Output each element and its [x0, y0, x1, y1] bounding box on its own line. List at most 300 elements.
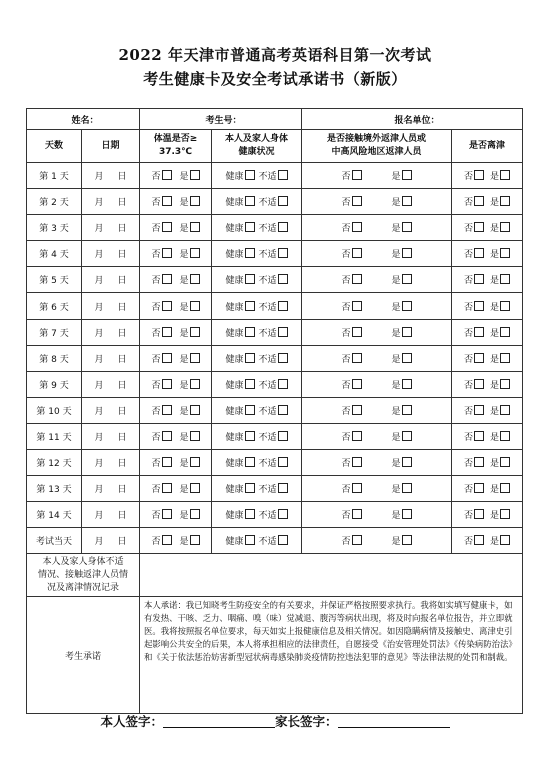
- temp-no-option[interactable]: 否: [152, 273, 172, 286]
- checkbox-icon[interactable]: [352, 509, 362, 519]
- healthy-option[interactable]: 健康: [226, 352, 255, 365]
- temp-no-option[interactable]: 否: [152, 326, 172, 339]
- healthy-option[interactable]: 健康: [226, 273, 255, 286]
- contact-no-option[interactable]: 否: [342, 534, 362, 547]
- temperature-cell: [140, 215, 212, 241]
- checkbox-icon[interactable]: [190, 405, 200, 415]
- leave-no-option[interactable]: 否: [464, 326, 484, 339]
- checkbox-icon[interactable]: [402, 431, 412, 441]
- contact-no-option[interactable]: 否: [342, 378, 362, 391]
- checkbox-icon[interactable]: [402, 535, 412, 545]
- contact-no-option[interactable]: 否: [342, 195, 362, 208]
- contact-no-option[interactable]: 否: [342, 404, 362, 417]
- checkbox-icon[interactable]: [474, 170, 484, 180]
- leave-yes-option[interactable]: 是: [490, 169, 510, 182]
- contact-yes-option[interactable]: 是: [392, 430, 412, 443]
- contact-no-option[interactable]: 否: [342, 482, 362, 495]
- checkbox-icon[interactable]: [474, 274, 484, 284]
- temp-no-option[interactable]: 否: [152, 300, 172, 313]
- checkbox-icon[interactable]: [500, 405, 510, 415]
- healthy-option[interactable]: 健康: [226, 404, 255, 417]
- checkbox-icon[interactable]: [162, 170, 172, 180]
- leave-cell: [452, 397, 523, 423]
- leave-no-option[interactable]: 否: [464, 430, 484, 443]
- temp-yes-option[interactable]: 是: [180, 326, 200, 339]
- checkbox-icon[interactable]: [278, 196, 288, 206]
- temp-yes-option[interactable]: 是: [180, 508, 200, 521]
- checkbox-icon[interactable]: [352, 405, 362, 415]
- healthy-option[interactable]: 健康: [226, 247, 255, 260]
- checkbox-icon[interactable]: [278, 457, 288, 467]
- contact-cell: [302, 450, 452, 476]
- leave-cell: [452, 345, 523, 371]
- leave-yes-option[interactable]: 是: [490, 404, 510, 417]
- healthy-option[interactable]: 健康: [226, 169, 255, 182]
- checkbox-icon[interactable]: [278, 301, 288, 311]
- unwell-option[interactable]: 不适: [259, 508, 288, 521]
- checkbox-icon[interactable]: [500, 222, 510, 232]
- contact-yes-option[interactable]: 是: [392, 300, 412, 313]
- temp-no-option[interactable]: 否: [152, 169, 172, 182]
- unwell-option[interactable]: 不适: [259, 247, 288, 260]
- healthy-option[interactable]: 健康: [226, 300, 255, 313]
- day-label: 考试当天: [27, 528, 82, 554]
- leave-yes-option[interactable]: 是: [490, 482, 510, 495]
- contact-yes-option[interactable]: 是: [392, 534, 412, 547]
- checkbox-icon[interactable]: [278, 431, 288, 441]
- checkbox-icon[interactable]: [474, 535, 484, 545]
- checkbox-icon[interactable]: [402, 170, 412, 180]
- table-row: [27, 163, 523, 189]
- checkbox-icon[interactable]: [474, 379, 484, 389]
- checkbox-icon[interactable]: [162, 274, 172, 284]
- temp-yes-option[interactable]: 是: [180, 378, 200, 391]
- checkbox-icon[interactable]: [500, 248, 510, 258]
- unwell-option[interactable]: 不适: [259, 456, 288, 469]
- checkbox-icon[interactable]: [162, 483, 172, 493]
- leave-yes-option[interactable]: 是: [490, 326, 510, 339]
- unwell-option[interactable]: 不适: [259, 404, 288, 417]
- checkbox-icon[interactable]: [402, 274, 412, 284]
- temp-yes-option[interactable]: 是: [180, 195, 200, 208]
- checkbox-icon[interactable]: [500, 431, 510, 441]
- date-cell[interactable]: 月 日: [82, 423, 140, 449]
- date-cell[interactable]: 月 日: [82, 319, 140, 345]
- leave-cell: [452, 423, 523, 449]
- name-label: 姓名：: [71, 115, 99, 126]
- unwell-option[interactable]: 不适: [259, 221, 288, 234]
- checkbox-icon[interactable]: [245, 248, 255, 258]
- date-cell[interactable]: 月 日: [82, 450, 140, 476]
- checkbox-icon[interactable]: [162, 301, 172, 311]
- contact-no-option[interactable]: 否: [342, 221, 362, 234]
- checkbox-icon[interactable]: [245, 170, 255, 180]
- contact-yes-option[interactable]: 是: [392, 378, 412, 391]
- healthy-option[interactable]: 健康: [226, 456, 255, 469]
- checkbox-icon[interactable]: [402, 196, 412, 206]
- checkbox-icon[interactable]: [162, 196, 172, 206]
- checkbox-icon[interactable]: [278, 535, 288, 545]
- date-cell[interactable]: 月 日: [82, 345, 140, 371]
- checkbox-icon[interactable]: [190, 301, 200, 311]
- checkbox-icon[interactable]: [278, 170, 288, 180]
- checkbox-icon[interactable]: [402, 379, 412, 389]
- contact-no-option[interactable]: 否: [342, 300, 362, 313]
- self-signature-line[interactable]: [163, 715, 275, 728]
- checkbox-icon[interactable]: [500, 353, 510, 363]
- temp-no-option[interactable]: 否: [152, 534, 172, 547]
- leave-yes-option[interactable]: 是: [490, 534, 510, 547]
- temp-yes-option[interactable]: 是: [180, 169, 200, 182]
- header-day: 天数: [27, 130, 82, 163]
- checkbox-icon[interactable]: [402, 483, 412, 493]
- leave-cell: [452, 502, 523, 528]
- checkbox-icon[interactable]: [474, 301, 484, 311]
- checkbox-icon[interactable]: [245, 196, 255, 206]
- checkbox-icon[interactable]: [402, 248, 412, 258]
- unwell-option[interactable]: 不适: [259, 482, 288, 495]
- checkbox-icon[interactable]: [245, 509, 255, 519]
- checkbox-icon[interactable]: [352, 248, 362, 258]
- checkbox-icon[interactable]: [190, 509, 200, 519]
- checkbox-icon[interactable]: [352, 301, 362, 311]
- checkbox-icon[interactable]: [352, 327, 362, 337]
- checkbox-icon[interactable]: [500, 196, 510, 206]
- leave-no-option[interactable]: 否: [464, 482, 484, 495]
- checkbox-icon[interactable]: [190, 222, 200, 232]
- checkbox-icon[interactable]: [500, 274, 510, 284]
- checkbox-icon[interactable]: [474, 248, 484, 258]
- checkbox-icon[interactable]: [278, 353, 288, 363]
- unwell-option[interactable]: 不适: [259, 534, 288, 547]
- date-cell[interactable]: 月 日: [82, 215, 140, 241]
- checkbox-icon[interactable]: [474, 509, 484, 519]
- leave-no-option[interactable]: 否: [464, 195, 484, 208]
- unwell-option[interactable]: 不适: [259, 352, 288, 365]
- checkbox-icon[interactable]: [474, 196, 484, 206]
- checkbox-icon[interactable]: [474, 222, 484, 232]
- checkbox-icon[interactable]: [352, 274, 362, 284]
- temp-no-option[interactable]: 否: [152, 508, 172, 521]
- checkbox-icon[interactable]: [402, 457, 412, 467]
- contact-yes-option[interactable]: 是: [392, 169, 412, 182]
- parent-signature-line[interactable]: [338, 715, 450, 728]
- contact-yes-option[interactable]: 是: [392, 247, 412, 260]
- checkbox-icon[interactable]: [352, 222, 362, 232]
- date-cell[interactable]: 月 日: [82, 241, 140, 267]
- leave-cell: [452, 267, 523, 293]
- leave-no-option[interactable]: 否: [464, 221, 484, 234]
- temp-yes-option[interactable]: 是: [180, 352, 200, 365]
- leave-no-option[interactable]: 否: [464, 247, 484, 260]
- checkbox-icon[interactable]: [500, 509, 510, 519]
- checkbox-icon[interactable]: [190, 535, 200, 545]
- temperature-cell: [140, 189, 212, 215]
- temp-no-option[interactable]: 否: [152, 352, 172, 365]
- healthy-option[interactable]: 健康: [226, 195, 255, 208]
- leave-no-option[interactable]: 否: [464, 534, 484, 547]
- checkbox-icon[interactable]: [500, 535, 510, 545]
- contact-cell: [302, 476, 452, 502]
- contact-yes-option[interactable]: 是: [392, 273, 412, 286]
- contact-yes-option[interactable]: 是: [392, 221, 412, 234]
- leave-yes-option[interactable]: 是: [490, 195, 510, 208]
- temp-no-option[interactable]: 否: [152, 482, 172, 495]
- temp-yes-option[interactable]: 是: [180, 482, 200, 495]
- temp-yes-option[interactable]: 是: [180, 300, 200, 313]
- contact-no-option[interactable]: 否: [342, 273, 362, 286]
- checkbox-icon[interactable]: [474, 353, 484, 363]
- unwell-option[interactable]: 不适: [259, 326, 288, 339]
- date-cell[interactable]: 月 日: [82, 397, 140, 423]
- checkbox-icon[interactable]: [352, 535, 362, 545]
- contact-yes-option[interactable]: 是: [392, 195, 412, 208]
- temp-no-option[interactable]: 否: [152, 247, 172, 260]
- unwell-option[interactable]: 不适: [259, 195, 288, 208]
- leave-yes-option[interactable]: 是: [490, 247, 510, 260]
- contact-no-option[interactable]: 否: [342, 169, 362, 182]
- leave-yes-option[interactable]: 是: [490, 273, 510, 286]
- checkbox-icon[interactable]: [500, 379, 510, 389]
- contact-cell: [302, 371, 452, 397]
- leave-cell: [452, 189, 523, 215]
- contact-yes-option[interactable]: 是: [392, 404, 412, 417]
- checkbox-icon[interactable]: [162, 535, 172, 545]
- date-cell[interactable]: 月 日: [82, 502, 140, 528]
- leave-no-option[interactable]: 否: [464, 300, 484, 313]
- leave-cell: [452, 528, 523, 554]
- note-label: 本人及家人身体不适 情况、接触返津人员情 况及离津情况记录: [27, 554, 140, 597]
- temp-no-option[interactable]: 否: [152, 221, 172, 234]
- leave-no-option[interactable]: 否: [464, 508, 484, 521]
- checkbox-icon[interactable]: [474, 327, 484, 337]
- checkbox-icon[interactable]: [402, 405, 412, 415]
- self-signature-label: 本人签字：: [100, 714, 163, 729]
- checkbox-icon[interactable]: [474, 483, 484, 493]
- checkbox-icon[interactable]: [402, 222, 412, 232]
- day-label: 第 3 天: [27, 215, 82, 241]
- healthy-option[interactable]: 健康: [226, 221, 255, 234]
- checkbox-icon[interactable]: [278, 222, 288, 232]
- table-row: [27, 476, 523, 502]
- day-label: 第 8 天: [27, 345, 82, 371]
- contact-no-option[interactable]: 否: [342, 430, 362, 443]
- temp-yes-option[interactable]: 是: [180, 534, 200, 547]
- signature-area: [0, 712, 550, 730]
- checkbox-icon[interactable]: [352, 457, 362, 467]
- temp-no-option[interactable]: 否: [152, 378, 172, 391]
- contact-yes-option[interactable]: 是: [392, 456, 412, 469]
- contact-no-option[interactable]: 否: [342, 352, 362, 365]
- healthy-option[interactable]: 健康: [226, 482, 255, 495]
- temp-yes-option[interactable]: 是: [180, 430, 200, 443]
- healthy-option[interactable]: 健康: [226, 534, 255, 547]
- temp-yes-option[interactable]: 是: [180, 221, 200, 234]
- health-cell: [212, 293, 302, 319]
- checkbox-icon[interactable]: [190, 483, 200, 493]
- leave-yes-option[interactable]: 是: [490, 430, 510, 443]
- unwell-option[interactable]: 不适: [259, 378, 288, 391]
- health-cell: [212, 241, 302, 267]
- health-cell: [212, 397, 302, 423]
- checkbox-icon[interactable]: [278, 248, 288, 258]
- table-row: [27, 345, 523, 371]
- checkbox-icon[interactable]: [245, 483, 255, 493]
- checkbox-icon[interactable]: [474, 457, 484, 467]
- contact-yes-option[interactable]: 是: [392, 326, 412, 339]
- checkbox-icon[interactable]: [352, 196, 362, 206]
- leave-cell: [452, 163, 523, 189]
- date-cell[interactable]: 月 日: [82, 267, 140, 293]
- note-input-area[interactable]: [140, 554, 523, 597]
- health-cell: [212, 345, 302, 371]
- leave-cell: [452, 215, 523, 241]
- leave-no-option[interactable]: 否: [464, 378, 484, 391]
- checkbox-icon[interactable]: [278, 379, 288, 389]
- checkbox-icon[interactable]: [245, 301, 255, 311]
- table-row: [27, 397, 523, 423]
- checkbox-icon[interactable]: [190, 327, 200, 337]
- checkbox-icon[interactable]: [162, 222, 172, 232]
- leave-no-option[interactable]: 否: [464, 169, 484, 182]
- healthy-option[interactable]: 健康: [226, 378, 255, 391]
- checkbox-icon[interactable]: [245, 431, 255, 441]
- checkbox-icon[interactable]: [352, 431, 362, 441]
- contact-no-option[interactable]: 否: [342, 508, 362, 521]
- contact-cell: [302, 293, 452, 319]
- checkbox-icon[interactable]: [190, 248, 200, 258]
- checkbox-icon[interactable]: [402, 327, 412, 337]
- checkbox-icon[interactable]: [190, 170, 200, 180]
- day-label: 第 13 天: [27, 476, 82, 502]
- health-cell: [212, 163, 302, 189]
- temp-no-option[interactable]: 否: [152, 195, 172, 208]
- date-cell[interactable]: 月 日: [82, 371, 140, 397]
- checkbox-icon[interactable]: [500, 301, 510, 311]
- date-cell[interactable]: 月 日: [82, 293, 140, 319]
- checkbox-icon[interactable]: [352, 170, 362, 180]
- date-cell[interactable]: 月 日: [82, 528, 140, 554]
- checkbox-icon[interactable]: [190, 379, 200, 389]
- checkbox-icon[interactable]: [352, 353, 362, 363]
- checkbox-icon[interactable]: [190, 196, 200, 206]
- checkbox-icon[interactable]: [402, 509, 412, 519]
- contact-no-option[interactable]: 否: [342, 326, 362, 339]
- date-cell[interactable]: 月 日: [82, 163, 140, 189]
- checkbox-icon[interactable]: [500, 327, 510, 337]
- table-row: [27, 423, 523, 449]
- checkbox-icon[interactable]: [245, 405, 255, 415]
- contact-no-option[interactable]: 否: [342, 456, 362, 469]
- checkbox-icon[interactable]: [190, 457, 200, 467]
- contact-no-option[interactable]: 否: [342, 247, 362, 260]
- leave-yes-option[interactable]: 是: [490, 456, 510, 469]
- leave-yes-option[interactable]: 是: [490, 508, 510, 521]
- unwell-option[interactable]: 不适: [259, 273, 288, 286]
- leave-yes-option[interactable]: 是: [490, 300, 510, 313]
- checkbox-icon[interactable]: [352, 483, 362, 493]
- checkbox-icon[interactable]: [352, 379, 362, 389]
- contact-yes-option[interactable]: 是: [392, 482, 412, 495]
- checkbox-icon[interactable]: [500, 483, 510, 493]
- checkbox-icon[interactable]: [245, 353, 255, 363]
- leave-cell: [452, 371, 523, 397]
- checkbox-icon[interactable]: [162, 405, 172, 415]
- leave-no-option[interactable]: 否: [464, 456, 484, 469]
- checkbox-icon[interactable]: [162, 353, 172, 363]
- contact-yes-option[interactable]: 是: [392, 508, 412, 521]
- table-row: [27, 241, 523, 267]
- contact-yes-option[interactable]: 是: [392, 352, 412, 365]
- checkbox-icon[interactable]: [162, 248, 172, 258]
- checkbox-icon[interactable]: [278, 509, 288, 519]
- leave-no-option[interactable]: 否: [464, 273, 484, 286]
- checkbox-icon[interactable]: [245, 535, 255, 545]
- checkbox-icon[interactable]: [278, 274, 288, 284]
- unwell-option[interactable]: 不适: [259, 300, 288, 313]
- leave-cell: [452, 241, 523, 267]
- contact-cell: [302, 163, 452, 189]
- healthy-option[interactable]: 健康: [226, 508, 255, 521]
- checkbox-icon[interactable]: [162, 431, 172, 441]
- checkbox-icon[interactable]: [245, 222, 255, 232]
- checkbox-icon[interactable]: [278, 405, 288, 415]
- checkbox-icon[interactable]: [402, 301, 412, 311]
- temp-no-option[interactable]: 否: [152, 456, 172, 469]
- unwell-option[interactable]: 不适: [259, 169, 288, 182]
- checkbox-icon[interactable]: [245, 274, 255, 284]
- checkbox-icon[interactable]: [245, 457, 255, 467]
- checkbox-icon[interactable]: [190, 353, 200, 363]
- date-cell[interactable]: 月 日: [82, 476, 140, 502]
- checkbox-icon[interactable]: [190, 274, 200, 284]
- temp-yes-option[interactable]: 是: [180, 247, 200, 260]
- unwell-option[interactable]: 不适: [259, 430, 288, 443]
- checkbox-icon[interactable]: [402, 353, 412, 363]
- checkbox-icon[interactable]: [278, 327, 288, 337]
- healthy-option[interactable]: 健康: [226, 326, 255, 339]
- healthy-option[interactable]: 健康: [226, 430, 255, 443]
- checkbox-icon[interactable]: [162, 327, 172, 337]
- leave-yes-option[interactable]: 是: [490, 221, 510, 234]
- temp-no-option[interactable]: 否: [152, 430, 172, 443]
- temp-yes-option[interactable]: 是: [180, 456, 200, 469]
- temp-yes-option[interactable]: 是: [180, 404, 200, 417]
- checkbox-icon[interactable]: [474, 405, 484, 415]
- temp-no-option[interactable]: 否: [152, 404, 172, 417]
- checkbox-icon[interactable]: [162, 509, 172, 519]
- temperature-cell: [140, 293, 212, 319]
- leave-no-option[interactable]: 否: [464, 404, 484, 417]
- checkbox-icon[interactable]: [162, 457, 172, 467]
- checkbox-icon[interactable]: [245, 327, 255, 337]
- day-label: 第 11 天: [27, 423, 82, 449]
- checkbox-icon[interactable]: [245, 379, 255, 389]
- temp-yes-option[interactable]: 是: [180, 273, 200, 286]
- promise-row: [27, 597, 523, 714]
- checkbox-icon[interactable]: [190, 431, 200, 441]
- leave-yes-option[interactable]: 是: [490, 378, 510, 391]
- leave-yes-option[interactable]: 是: [490, 352, 510, 365]
- table-row: [27, 293, 523, 319]
- date-cell[interactable]: 月 日: [82, 189, 140, 215]
- leave-no-option[interactable]: 否: [464, 352, 484, 365]
- checkbox-icon[interactable]: [500, 170, 510, 180]
- checkbox-icon[interactable]: [474, 431, 484, 441]
- checkbox-icon[interactable]: [500, 457, 510, 467]
- checkbox-icon[interactable]: [278, 483, 288, 493]
- checkbox-icon[interactable]: [162, 379, 172, 389]
